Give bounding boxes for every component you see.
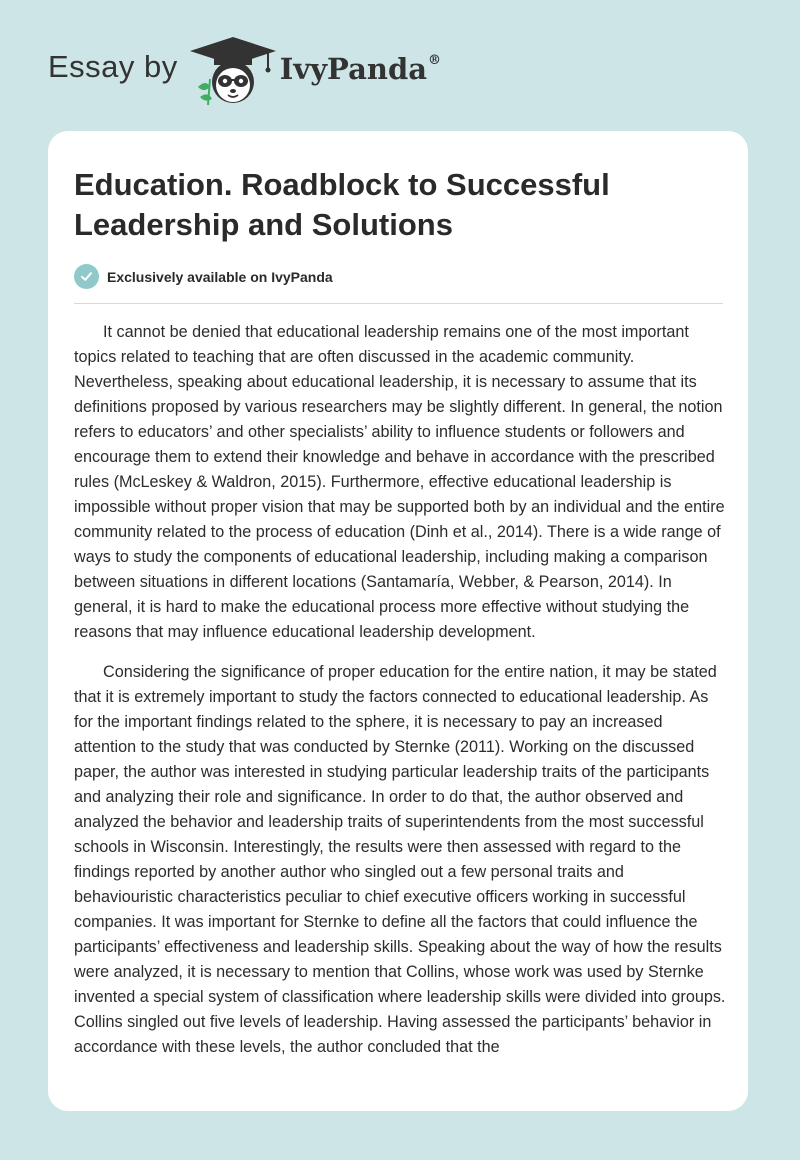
divider (74, 303, 723, 304)
article-card (48, 131, 748, 1111)
essay-by-label: Essay by (48, 49, 178, 84)
paragraph: It cannot be denied that educational leadership remains one of the most important topics related to teaching that are often discussed in the academic community. Nevertheless, speaking about educational leadership, it is necessary to assume that its definitions proposed by various researchers may be slightly different. In general, the notion refers to educators’ and other specialists’ ability to influence students or followers and encourage them to extend their knowledge and behave in accordance with the prescribed rules (McLeskey & Waldron, 2015). Furthermore, effective educational leadership is impossible without proper vision that may be supported both by an individual and the entire community related to the process of education (Dinh et al., 2014). There is a wide range of ways to study the components of educational leadership, including making a comparison between situations in different locations (Santamaría, Webber, & Pearson, 2014). In general, it is hard to make the educational process more effective without studying the reasons that may influence educational leadership development. (74, 323, 725, 641)
site-header (48, 36, 441, 106)
paragraph: Considering the significance of proper education for the entire nation, it may be stated that it is extremely important to study the factors connected to educational leadership. As for the important findings related to the sphere, it is necessary to pay an increased attention to the study that was conducted by Sternke (2011). Working on the discussed paper, the author was interested in studying particular leadership traits of the participants and analyzing their role and significance. In order to do that, the author observed and analyzed the behavior and leadership traits of superintendents from the most successful schools in Wisconsin. Interestingly, the results were then assessed with regard to the findings reported by another author who singled out a few personal traits and behaviouristic characteristics peculiar to chief executive officers working in successful companies. It was important for Sternke to define all the factors that could influence the participants’ effectiveness and leadership skills. Speaking about the way of how the results were analyzed, it is necessary to mention that Collins, whose work was used by Sternke invented a special system of classification where leadership skills were divided into groups. Collins singled out five levels of leadership. Having assessed the participants’ behavior in accordance with these levels, the author concluded that the (74, 663, 726, 1056)
article-body (74, 320, 726, 1075)
check-icon (74, 264, 99, 289)
exclusive-badge (74, 264, 333, 289)
panda-logo-icon[interactable] (188, 35, 278, 107)
brand-name: IvyPanda® (279, 52, 442, 86)
registered-mark: ® (428, 53, 442, 69)
page-title: Education. Roadblock to Successful Leadership and Solutions (74, 167, 610, 242)
exclusive-badge-label: Exclusively available on IvyPanda (107, 268, 333, 285)
